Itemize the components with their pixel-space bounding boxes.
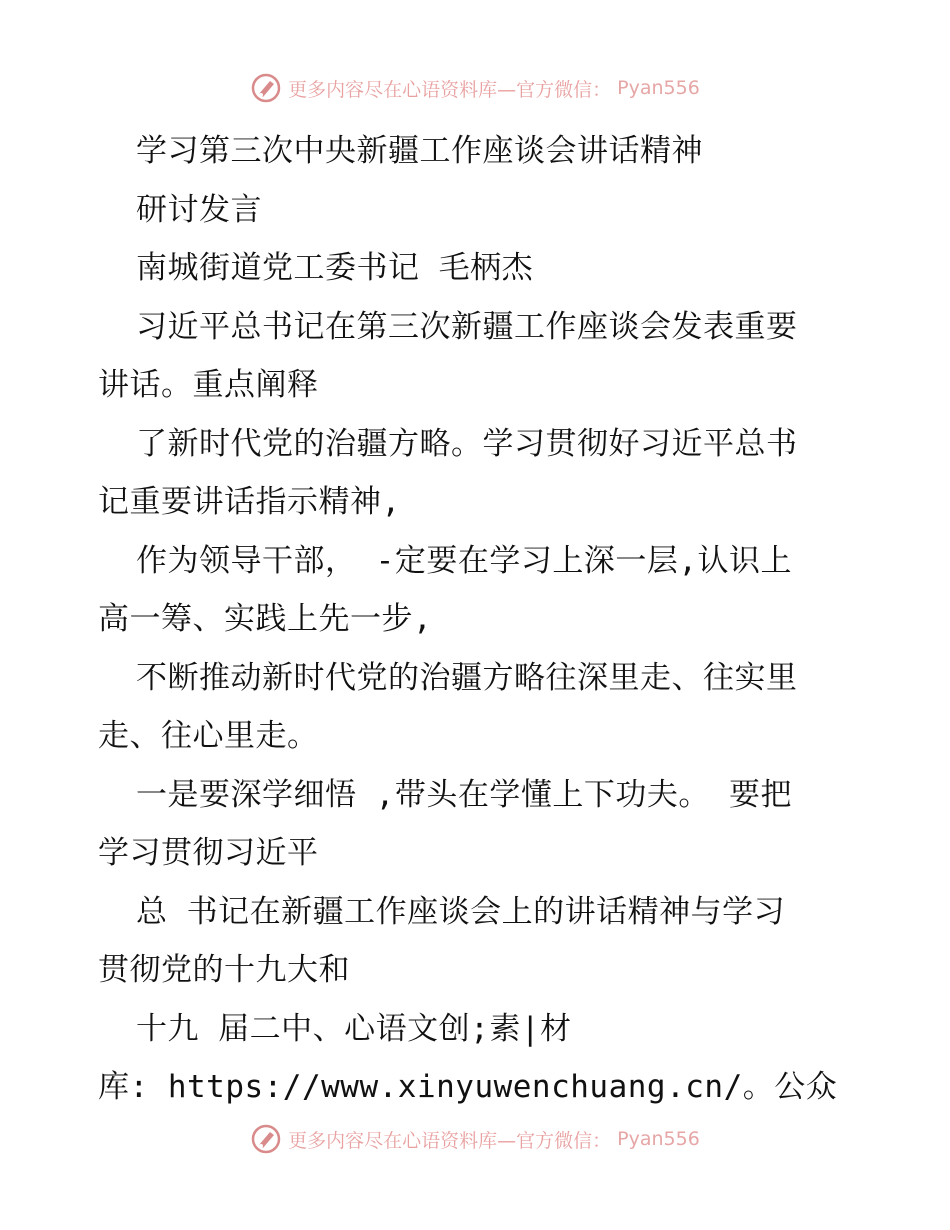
body-line: 贯彻党的十九大和 — [98, 952, 350, 988]
watermark-handle: Pyan556 — [617, 77, 700, 99]
pen-logo-icon — [250, 1123, 282, 1155]
body-line: 十九 届二中、心语文创;素|材 — [136, 1010, 572, 1047]
watermark-footer — [0, 1123, 950, 1155]
body-line: 高一筹、实践上先一步, — [98, 601, 433, 637]
title-line-1: 学习第三次中央新疆工作座谈会讲话精神 — [136, 133, 703, 169]
body-line: 记重要讲话指示精神, — [98, 484, 401, 520]
body-line: 习近平总书记在第三次新疆工作座谈会发表重要 — [136, 308, 798, 345]
pen-logo-icon — [250, 72, 282, 104]
document-body — [98, 122, 858, 1117]
author-line: 南城街道党工委书记 毛柄杰 — [136, 250, 534, 286]
body-line: 了新时代党的治疆方略。学习贯彻好习近平总书 — [136, 425, 798, 462]
watermark-handle: Pyan556 — [617, 1128, 700, 1150]
body-line: 讲话。重点阐释 — [98, 367, 319, 403]
body-line: 作为领导干部， -定要在学习上深一层,认识上 — [136, 542, 792, 579]
body-line: 学习贯彻习近平 — [98, 835, 319, 871]
watermark-text: 更多内容尽在心语资料库—官方微信： — [288, 78, 612, 101]
body-line: 库: https://www.xinyuwenchuang.cn/。公众 — [98, 1069, 838, 1105]
body-line: 不断推动新时代党的治疆方略往深里走、往实里 — [136, 659, 798, 696]
body-line: 总 书记在新疆工作座谈会上的讲话精神与学习 — [136, 893, 786, 930]
watermark-header — [0, 72, 950, 104]
title-line-2: 研讨发言 — [136, 191, 262, 228]
body-line: 一是要深学细悟 ,带头在学懂上下功夫。 要把 — [136, 776, 792, 813]
body-line: 走、往心里走。 — [98, 718, 319, 754]
watermark-text: 更多内容尽在心语资料库—官方微信： — [288, 1129, 612, 1152]
